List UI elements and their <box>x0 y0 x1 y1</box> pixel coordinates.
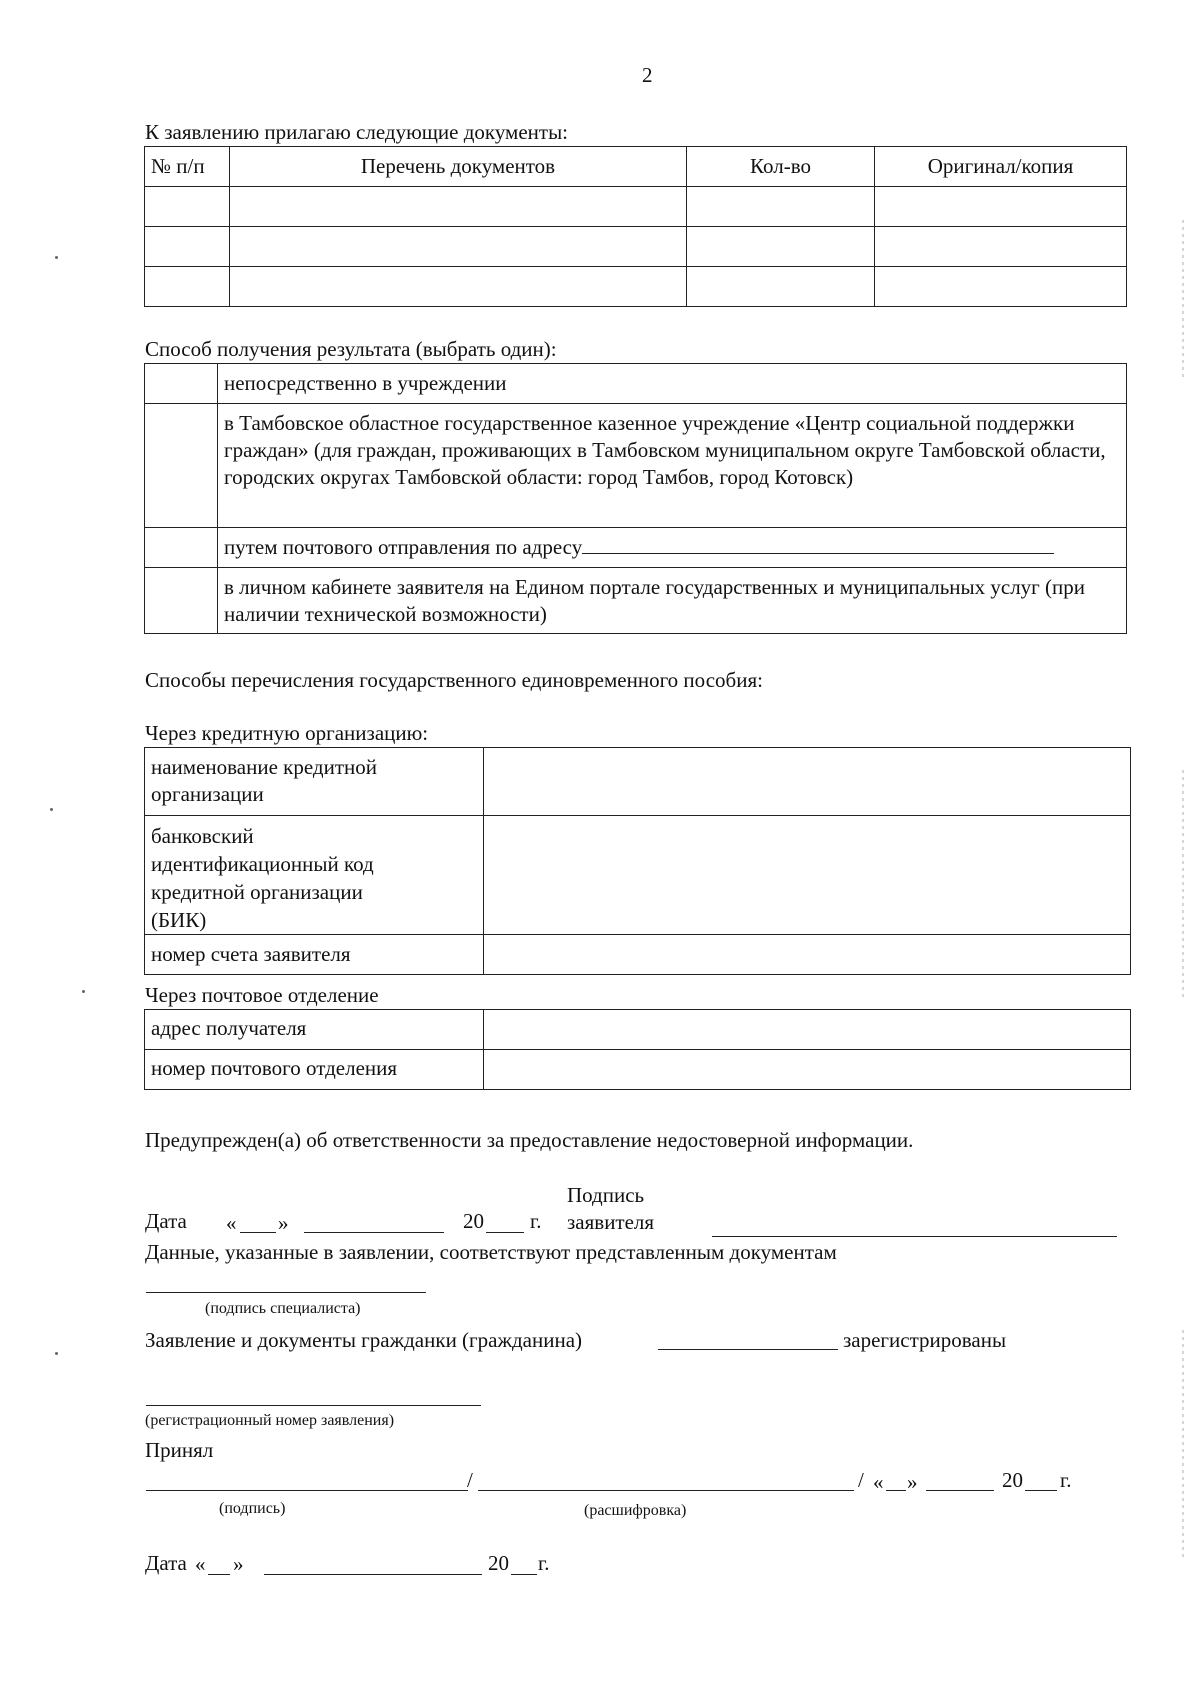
accepted-label: Принял <box>145 1438 214 1462</box>
delivery-checkbox[interactable] <box>145 364 218 404</box>
registration-text-after: зарегистрированы <box>843 1328 1007 1352</box>
bank-row-label: наименование кредитной организации <box>145 748 484 816</box>
signature-label-2: заявителя <box>567 1210 655 1234</box>
col-qty-header: Кол-во <box>687 147 875 187</box>
final-year-prefix: 20 <box>488 1551 509 1575</box>
date-label: Дата <box>145 1209 187 1233</box>
delivery-table <box>144 363 1127 634</box>
final-quote-open: « <box>195 1552 206 1576</box>
registration-text-before: Заявление и документы гражданки (гражданина) <box>145 1328 583 1352</box>
date-quote-open: « <box>226 1211 237 1235</box>
recipient-address-field[interactable] <box>484 1010 1131 1050</box>
accepted-day-field[interactable] <box>886 1490 906 1491</box>
documents-heading: К заявлению прилагаю следующие документы: <box>145 120 569 144</box>
table-row <box>145 187 1127 227</box>
slash-1: / <box>467 1468 473 1492</box>
signature-label-1: Подпись <box>567 1183 645 1207</box>
post-row-label: адрес получателя <box>145 1010 484 1050</box>
final-month-field[interactable] <box>264 1574 482 1575</box>
delivery-checkbox[interactable] <box>145 528 218 568</box>
payment-heading: Способы перечисления государственного единовременного пособия: <box>145 668 763 692</box>
applicant-name-field[interactable] <box>658 1349 838 1350</box>
specialist-signature-field[interactable] <box>146 1292 426 1293</box>
sign-caption: (подпись) <box>219 1500 286 1517</box>
page-number: 2 <box>642 63 653 87</box>
final-quote-close: » <box>233 1552 244 1576</box>
day-field[interactable] <box>240 1232 276 1233</box>
year-suffix: г. <box>530 1209 542 1233</box>
accepted-decoding-field[interactable] <box>478 1490 854 1491</box>
date-quote-close: » <box>278 1211 289 1235</box>
post-table <box>144 1009 1131 1090</box>
postal-address-field[interactable] <box>582 535 1054 554</box>
bank-heading: Через кредитную организацию: <box>145 721 429 745</box>
bank-row-label: банковский идентификационный код кредитной организации (БИК) <box>145 816 484 935</box>
delivery-option: в личном кабинете заявителя на Едином портале государственных и муниципальных услуг (при наличии технической возможности) <box>218 568 1127 634</box>
accepted-quote-close: » <box>907 1470 918 1494</box>
year-field[interactable] <box>486 1232 524 1233</box>
post-heading: Через почтовое отделение <box>145 983 379 1007</box>
accepted-year-field[interactable] <box>1025 1490 1057 1491</box>
delivery-checkbox[interactable] <box>145 404 218 528</box>
delivery-option-label: путем почтового отправления по адресу <box>224 535 583 559</box>
post-office-number-field[interactable] <box>484 1050 1131 1090</box>
bank-row-label: номер счета заявителя <box>145 935 484 975</box>
final-day-field[interactable] <box>208 1574 230 1575</box>
final-year-field[interactable] <box>511 1574 537 1575</box>
delivery-heading: Способ получения результата (выбрать один): <box>145 337 557 361</box>
specialist-caption: (подпись специалиста) <box>205 1300 361 1317</box>
delivery-option-postal <box>218 528 1127 568</box>
accepted-year-prefix: 20 <box>1002 1468 1023 1492</box>
post-row-label: номер почтового отделения <box>145 1050 484 1090</box>
col-original-header: Оригинал/копия <box>875 147 1127 187</box>
bank-table <box>144 747 1131 975</box>
final-date-label: Дата <box>145 1551 187 1575</box>
registration-number-field[interactable] <box>146 1405 481 1406</box>
final-year-suffix: г. <box>538 1551 550 1575</box>
delivery-checkbox[interactable] <box>145 568 218 634</box>
table-row <box>145 227 1127 267</box>
delivery-option: в Тамбовское областное государственное казенное учреждение «Центр социальной поддержки граждан» (для граждан, проживающих в Тамбовском муниципальном округе Тамбовской области, городских округах Тамбовской области: город Тамбов, город Котовск) <box>218 404 1127 528</box>
accepted-month-field[interactable] <box>926 1490 994 1491</box>
col-number-header: № п/п <box>145 147 230 187</box>
warning-text: Предупрежден(а) об ответственности за предоставление недостоверной информации. <box>145 1128 914 1152</box>
account-number-field[interactable] <box>484 935 1131 975</box>
verification-text: Данные, указанные в заявлении, соответствуют представленным документам <box>145 1240 837 1264</box>
month-field[interactable] <box>304 1232 444 1233</box>
year-prefix: 20 <box>463 1209 484 1233</box>
table-row <box>145 267 1127 307</box>
accepted-year-suffix: г. <box>1060 1468 1072 1492</box>
documents-table <box>144 146 1127 307</box>
col-list-header: Перечень документов <box>230 147 687 187</box>
slash-2: / <box>858 1468 864 1492</box>
registration-caption: (регистрационный номер заявления) <box>145 1412 395 1429</box>
delivery-option: непосредственно в учреждении <box>218 364 1127 404</box>
applicant-signature-field[interactable] <box>712 1236 1117 1237</box>
bank-name-field[interactable] <box>484 748 1131 816</box>
decode-caption: (расшифровка) <box>584 1502 687 1519</box>
bik-field[interactable] <box>484 816 1131 935</box>
accepted-signature-field[interactable] <box>146 1490 468 1491</box>
accepted-quote-open: « <box>873 1470 884 1494</box>
